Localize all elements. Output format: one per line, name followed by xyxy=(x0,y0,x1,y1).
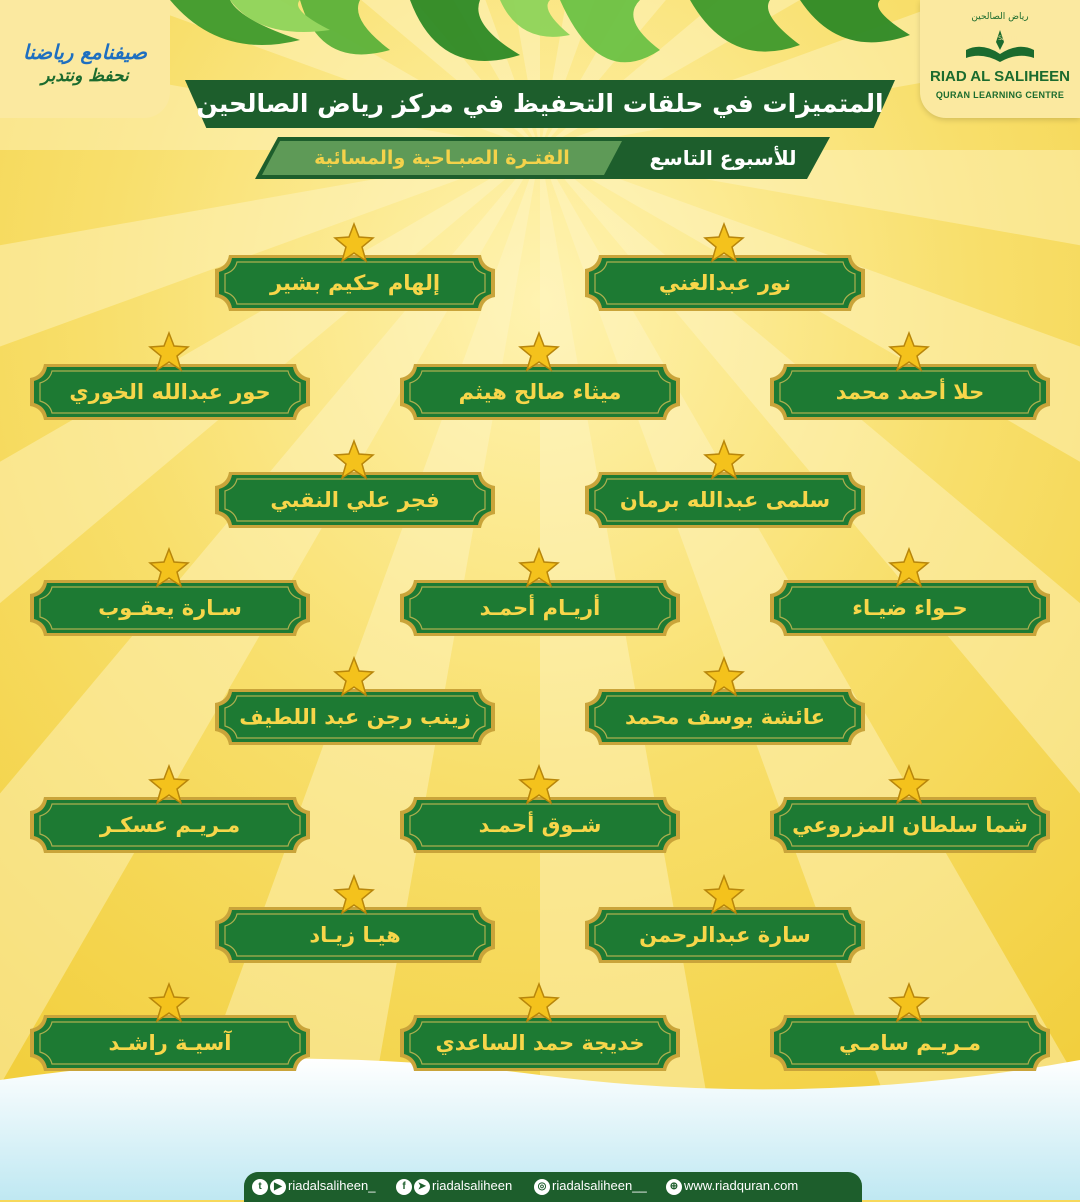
honoree-plaque xyxy=(400,1013,680,1073)
week-label: للأسبوع التاسع xyxy=(649,146,797,170)
honoree-name: ميثاء صالح هيثم xyxy=(458,380,622,404)
honoree-plaque xyxy=(30,578,310,638)
honoree-name: مـريـم عسكـر xyxy=(99,813,241,837)
centre-logo-arabic: رياض الصالحين xyxy=(971,12,1029,22)
honoree-plaque xyxy=(400,362,680,422)
honoree-name: حلا أحمد محمد xyxy=(835,380,985,404)
program-logo-line1: صيفنامع رياضنا xyxy=(22,40,147,64)
honoree-plaque xyxy=(30,362,310,422)
footer-handle-3: ◎ riadalsaliheen__ xyxy=(534,1172,647,1200)
youtube-icon: ▶ xyxy=(270,1179,286,1195)
centre-logo-tagline: QURAN LEARNING CENTRE xyxy=(935,90,1065,100)
honoree-name: حـواء ضيـاء xyxy=(852,596,968,620)
honoree-plaque xyxy=(585,905,865,965)
honoree-plaque xyxy=(770,795,1050,855)
honoree-name: مـريـم سامـي xyxy=(838,1031,982,1055)
honoree-name: هيـا زيـاد xyxy=(309,923,401,947)
honoree-name: سلمى عبدالله برمان xyxy=(619,488,831,512)
honoree-name: أريـام أحمـد xyxy=(479,596,601,620)
honoree-name: خديجة حمد الساعدي xyxy=(435,1031,645,1055)
honoree-plaque xyxy=(585,253,865,313)
honoree-plaque xyxy=(400,795,680,855)
honoree-name: عائشة يوسف محمد xyxy=(625,705,825,729)
honoree-plaque xyxy=(30,1013,310,1073)
honoree-plaque xyxy=(215,687,495,747)
honoree-plaque xyxy=(585,470,865,530)
honoree-name: شما سلطان المزروعي xyxy=(792,813,1028,837)
honoree-plaque xyxy=(400,578,680,638)
footer-handle-1: t ▶ riadalsaliheen_ xyxy=(252,1172,375,1200)
footer-website: ⊕ www.riadquran.com xyxy=(666,1172,798,1200)
program-logo-line2: نحفظ ونتدبر xyxy=(41,66,129,86)
globe-icon: ⊕ xyxy=(666,1179,682,1195)
honoree-plaque xyxy=(585,687,865,747)
social-footer xyxy=(244,1172,862,1202)
period-label: الفتـرة الصبـاحية والمسائية xyxy=(314,147,570,169)
honoree-plaque xyxy=(770,362,1050,422)
footer-handle-2: f ➤ riadalsaliheen xyxy=(396,1172,512,1200)
honoree-name: فجر علي النقبي xyxy=(270,488,440,512)
honoree-name: آسيـة راشـد xyxy=(108,1031,232,1055)
centre-logo-name: RIAD AL SALIHEEN xyxy=(929,68,1070,85)
honoree-plaque xyxy=(215,253,495,313)
honoree-plaque xyxy=(770,578,1050,638)
honoree-name: شـوق أحمـد xyxy=(478,813,602,837)
honoree-name: زينب رجن عبد اللطيف xyxy=(239,705,471,729)
honoree-plaque xyxy=(215,470,495,530)
honoree-name: إلهام حكيم بشير xyxy=(269,271,441,295)
twitter-icon: t xyxy=(252,1179,268,1195)
telegram-icon: ➤ xyxy=(414,1179,430,1195)
honoree-name: حور عبدالله الخوري xyxy=(69,380,271,404)
honoree-name: سارة عبدالرحمن xyxy=(639,923,811,947)
honoree-plaque xyxy=(30,795,310,855)
honoree-plaque xyxy=(215,905,495,965)
honoree-name: نور عبدالغني xyxy=(658,271,792,295)
instagram-icon: ◎ xyxy=(534,1179,550,1195)
centre-logo-en-small: RIAD AL SALIHEEN xyxy=(972,35,1028,42)
facebook-icon: f xyxy=(396,1179,412,1195)
page-title: المتميزات في حلقات التحفيظ في مركز رياض الصالحين xyxy=(196,89,884,118)
honoree-plaque xyxy=(770,1013,1050,1073)
honoree-name: سـارة يعقـوب xyxy=(98,596,242,620)
